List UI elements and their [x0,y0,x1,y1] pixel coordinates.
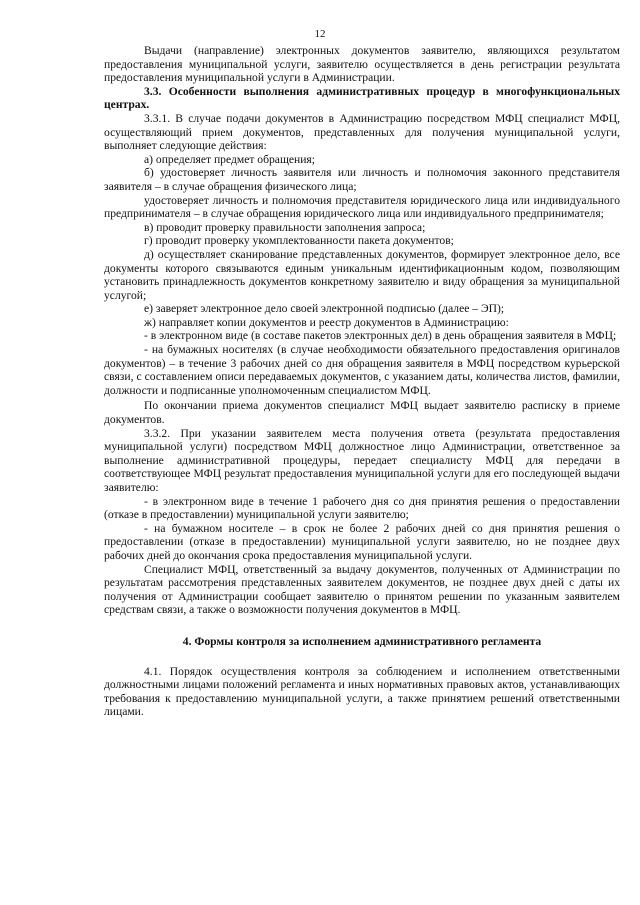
section-heading-4: 4. Формы контроля за исполнением административного регламента [182,634,542,648]
paragraph-4-1: 4.1. Порядок осуществления контроля за соблюдением и исполнением ответственными должностными лицами положений регламента и иных нормативных правовых актов, устанавливающих требования к предоставлению муниципальной услуги, а также принятием решений ответственными лицами. [104,664,620,719]
list-item-zh: ж) направляет копии документов и реестр документов в Администрацию: [144,315,509,329]
list-item-d: д) осуществляет сканирование представленных документов, формирует электронное дело, все документы которого связываются единым уникальным идентификационным кодом, позволяющим установить принадлежность документов конкретному заявителю и виду обращения за муниципальной услугой; [104,247,620,302]
list-item-g: г) проводит проверку укомплектованности пакета документов; [144,234,454,248]
paragraph-receipt: По окончании приема документов специалист МФЦ выдает заявителю расписку в приеме документов. [104,399,620,427]
dash-item-paper-result: - на бумажном носителе – в срок не более 2 рабочих дней со дня принятия решения о предоставлении (отказе в предоставлении) муниципальной услуги заявителю, но не позднее двух рабочих дней до окончания срока предоставления муниципальной услуги. [104,521,620,562]
document-body [104,44,620,719]
dash-item-paper: - на бумажных носителях (в случае необходимости обязательного предоставления оригиналов документов) – в течение 3 рабочих дней со дня обращения заявителя в МФЦ посредством курьерской связи, с составлением описи передаваемых документов, с указанием даты, количества листов, фамилии, должности и подписанные уполномоченным специалистом МФЦ. [104,343,620,397]
page-number: 12 [314,28,326,40]
list-item-b-continued: удостоверяет личность и полномочия представителя юридического лица или индивидуального предпринимателя – в случае обращения юридического лица или индивидуального предпринимателя; [104,193,620,221]
paragraph-issuance: Выдачи (направление) электронных документов заявителю, являющихся результатом предоставления муниципальной услуги, заявителю осуществляется в день регистрации результата предоставления муниципальной услуги в Администрации. [104,44,620,85]
list-item-e: е) заверяет электронное дело своей электронной подписью (далее – ЭП); [144,302,505,316]
subsection-heading-3-3: 3.3. Особенности выполнения административных процедур в многофункциональных центрах. [104,84,620,112]
paragraph-3-3-2: 3.3.2. При указании заявителем места получения ответа (результата предоставления муниципальной услуги) посредством МФЦ должностное лицо Администрации, ответственное за выполнение административной процедуры, передает специалисту МФЦ для передачи в соответствующее МФЦ результат предоставления муниципальной услуги для его последующей выдачи заявителю: [104,426,620,494]
dash-item-electronic-result: - в электронном виде в течение 1 рабочего дня со дня принятия решения о предоставлении (отказе в предоставлении) муниципальной услуги заявителю; [104,494,620,522]
list-item-a: а) определяет предмет обращения; [144,152,315,166]
dash-item-electronic: - в электронном виде (в составе пакетов электронных дел) в день обращения заявителя в МФЦ; [144,329,617,343]
paragraph-3-3-1: 3.3.1. В случае подачи документов в Администрацию посредством МФЦ специалист МФЦ, осуществляющий прием документов, представленных для получения муниципальной услуги, выполняет следующие действия: [104,111,620,153]
paragraph-mfc-specialist: Специалист МФЦ, ответственный за выдачу документов, полученных от Администрации по результатам рассмотрения представленных заявителем документов, не позднее двух дней с даты их получения от Администрации сообщает заявителю о принятом решении по указанным заявителем средствам связи, а также о возможности получения документов в МФЦ. [104,562,620,617]
list-item-b: б) удостоверяет личность заявителя или личность и полномочия законного представителя заявителя – в случае обращения физического лица; [104,166,620,193]
list-item-v: в) проводит проверку правильности заполнения запроса; [144,220,426,234]
